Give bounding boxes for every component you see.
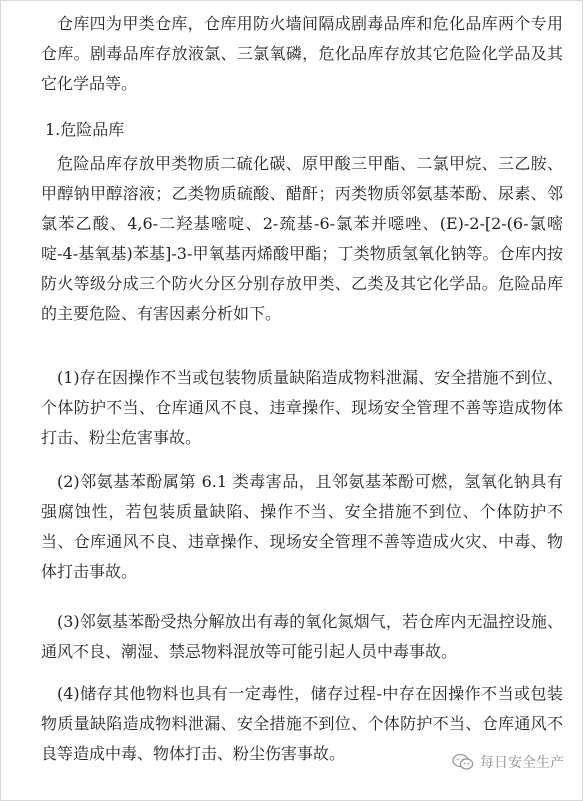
section-body-paragraph: 危险品库存放甲类物质二硫化碳、原甲酸三甲酯、二氯甲烷、三乙胺、甲醇钠甲醇溶液；乙类物质硫酸、醋酐；丙类物质邻氨基苯酚、尿素、邻氯苯乙酸、4,6-二羟基嘧啶、2-巯基-6-氯苯并噁唑、(E)-2-[2-(6-氯嘧啶-4-基氧基)苯基]-3-甲氧基丙烯酸甲酯；丁类物质氢氧化钠等。仓库内按防火等级分成三个防火分区分别存放甲类、乙类及其它化学品。危险品库的主要危险、有害因素分析如下。 bbox=[41, 154, 563, 323]
intro-paragraph: 仓库四为甲类仓库，仓库用防火墙间隔成剧毒品库和危化品库两个专用仓库。剧毒品库存放液氯、三氯氧磷，危化品库存放其它危险化学品及其它化学品等。 bbox=[41, 14, 563, 93]
section-heading: 1.危险品库 bbox=[45, 120, 125, 139]
watermark-text: 每日安全生产 bbox=[480, 755, 564, 771]
item-4-paragraph: (4)储存其他物料也具有一定毒性，储存过程-中存在因操作不当或包装物质量缺陷造成物料泄漏、安全措施不到位、个体防护不当、仓库通风不良等造成中毒、物体打击、粉尘伤害事故。 bbox=[41, 684, 563, 763]
wechat-icon bbox=[452, 753, 474, 771]
item-3-paragraph: (3)邻氨基苯酚受热分解放出有毒的氧化氮烟气，若仓库内无温控设施、通风不良、潮湿、禁忌物料混放等可能引起人员中毒事故。 bbox=[41, 612, 563, 661]
watermark bbox=[452, 752, 564, 772]
item-1-paragraph: (1)存在因操作不当或包装物质量缺陷造成物料泄漏、安全措施不到位、个体防护不当、仓库通风不良、违章操作、现场安全管理不善等造成物体打击、粉尘危害事故。 bbox=[41, 368, 563, 447]
item-2-paragraph: (2)邻氨基苯酚属第 6.1 类毒害品，且邻氨基苯酚可燃，氢氧化钠具有强腐蚀性，若包装质量缺陷、操作不当、安全措施不到位、个体防护不当、仓库通风不良、违章操作、现场安全管理不善等造成火灾、中毒、物体打击事故。 bbox=[41, 472, 563, 581]
